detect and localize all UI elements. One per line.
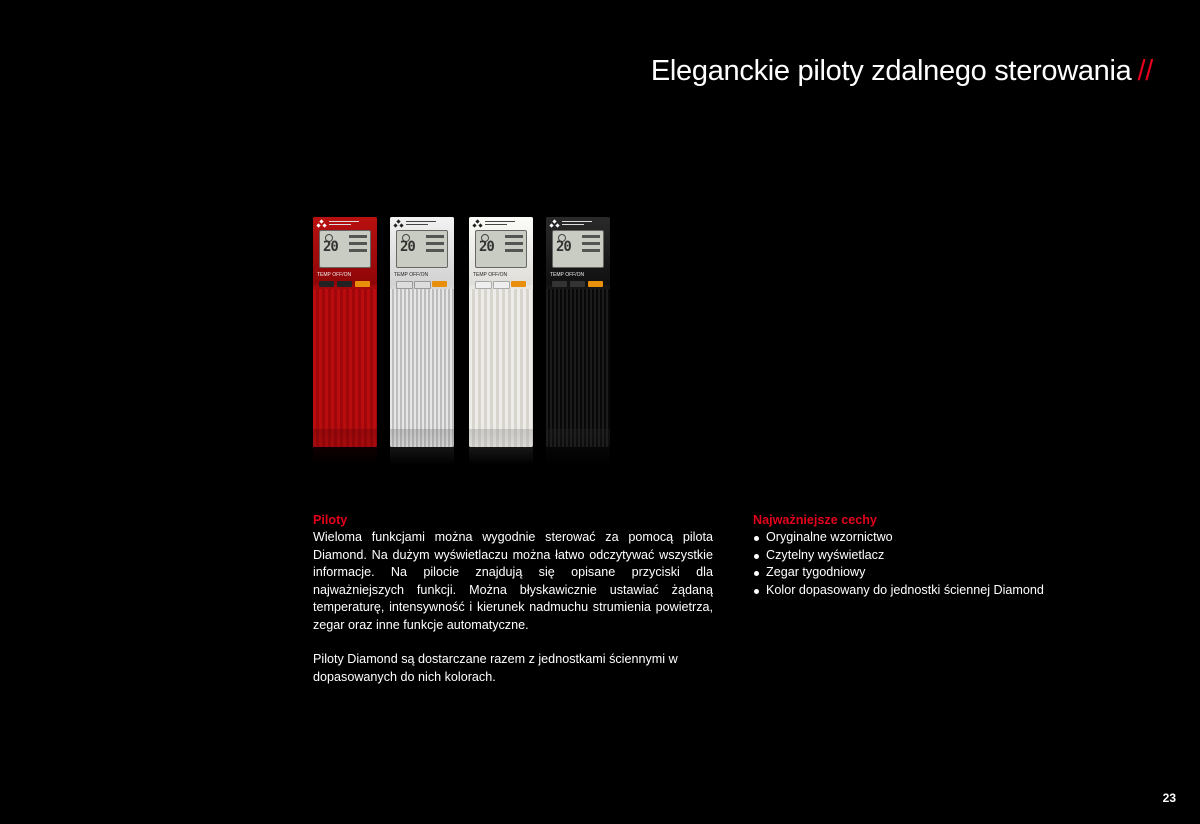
page-number: 23 [1162, 791, 1176, 805]
remote-cover [313, 289, 377, 447]
brand-logo-icon [473, 220, 483, 228]
remote-button-labels: TEMP OFF/ON [394, 272, 429, 278]
remote-display: 20 [552, 230, 604, 268]
title-slashes: // [1137, 55, 1153, 87]
brand-logo-icon [550, 220, 560, 228]
remote-display: 20 [396, 230, 448, 268]
piloty-paragraph-1: Wieloma funkcjami można wygodnie sterować za pomocą pilota Diamond. Na dużym wyświetlaczu można łatwo odczytywać wszystkie informacje. Na pilocie znajdują się opisane przyciski dla najważniejszych funkcji. Można błyskawicznie ustawiać żądaną temperaturę, intensywność i kierunek nadmuchu strumienia powietrza, zegar oraz inne funkcje automatyczne. [313, 530, 713, 632]
page-title-text: Eleganckie piloty zdalnego sterowania [650, 55, 1132, 87]
remote-controls-image [313, 217, 613, 457]
remote-white [469, 217, 533, 447]
piloty-paragraph-2: Piloty Diamond są dostarczane razem z jednostkami ściennymi w dopasowanych do nich kolorach. [313, 652, 678, 684]
piloty-heading: Piloty [313, 513, 348, 527]
piloty-section [313, 512, 713, 686]
remote-cover [390, 289, 454, 447]
brand-logo-icon [317, 220, 327, 228]
remote-reflection [313, 429, 377, 465]
features-list [753, 529, 1133, 599]
remote-button-labels: TEMP OFF/ON [473, 272, 508, 278]
remote-display: 20 [475, 230, 527, 268]
brand-logo-icon [394, 220, 404, 228]
page-title [651, 55, 1153, 88]
features-heading: Najważniejsze cechy [753, 513, 877, 527]
remote-reflection [390, 429, 454, 465]
list-item: Oryginalne wzornictwo [753, 529, 1133, 547]
remote-red [313, 217, 377, 447]
remote-reflection [469, 429, 533, 465]
list-item: Czytelny wyświetlacz [753, 547, 1133, 565]
remote-silver [390, 217, 454, 447]
list-item: Kolor dopasowany do jednostki ściennej Diamond [753, 582, 1133, 600]
remote-reflection [546, 429, 610, 465]
remote-button-labels: TEMP OFF/ON [550, 272, 585, 278]
remote-black [546, 217, 610, 447]
remote-button-labels: TEMP OFF/ON [317, 272, 352, 278]
remote-cover [469, 289, 533, 447]
remote-display: 20 [319, 230, 371, 268]
features-section [753, 512, 1133, 599]
list-item: Zegar tygodniowy [753, 564, 1133, 582]
remote-cover [546, 289, 610, 447]
